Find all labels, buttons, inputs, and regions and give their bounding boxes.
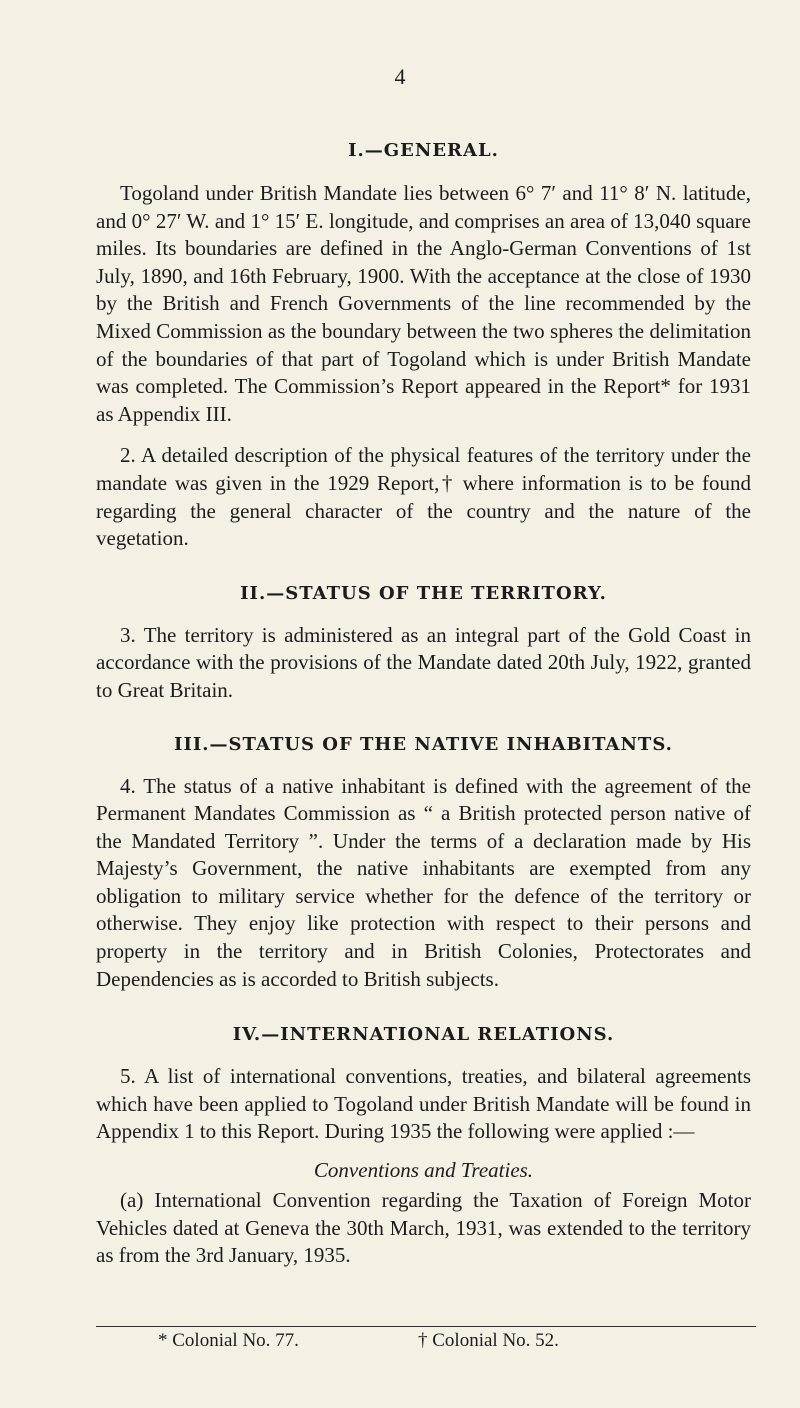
paragraph-general-2: 2. A detailed description of the physical features of the territory under the mandate was given in the 1929 Report,† where information is to be found regarding the general character of the country and the nature of the vegetation. (96, 443, 751, 551)
section-heading-international-relations: IV.—INTERNATIONAL RELATIONS. (232, 1024, 615, 1046)
footnote-1: * Colonial No. 77. (158, 1330, 299, 1351)
section-heading-general: I.—GENERAL. (348, 140, 499, 161)
section-heading-status-territory: II.—STATUS OF THE TERRITORY. (240, 582, 607, 604)
paragraph-international-relations: 5. A list of international conventions, treaties, and bilateral agreements which have been applied to Togoland under British Mandate will be found in Appendix 1 to this Report. During 1935 the following were applied :— (96, 1064, 751, 1144)
paragraph-general-1: Togoland under British Mandate lies between 6° 7′ and 11° 8′ N. latitude, and 0° 27′ W. and 1° 15′ E. longitude, and comprises an area of 13,040 square miles. Its boundaries are defined in the Anglo-German Conventions of 1st July, 1890, and 16th February, 1900. With the acceptance at the close of 1930 by the British and French Governments of the line recommended by the Mixed Commission as the boundary between the two spheres the delimitation of the boundaries of that part of Togoland which is under British Mandate was completed. The Commission’s Report appeared in the Report* for 1931 as Appendix III. (96, 181, 751, 426)
section-heading-status-inhabitants: III.—STATUS OF THE NATIVE INHABITANTS. (174, 733, 673, 755)
subheading-conventions: Conventions and Treaties. (313, 1158, 534, 1183)
page-number: 4 (394, 64, 406, 89)
paragraph-status-inhabitants: 4. The status of a native inhabitant is defined with the agreement of the Permanent Mandates Commission as “ a British protected person native of the Mandated Territory ”. Under the terms of a declaration made by His Majesty’s Government, the native inhabitants are exempted from any obligation to military service whether for the defence of the territory or otherwise. They enjoy like protection with respect to their persons and property in the territory and in British Colonies, Protectorates and Dependencies as is accorded to British subjects. (96, 773, 751, 991)
page-content (96, 112, 751, 1270)
paragraph-convention-a: (a) International Convention regarding the Taxation of Foreign Motor Vehicles dated at Geneva the 30th March, 1931, was extended to the territory as from the 3rd January, 1935. (96, 1188, 751, 1268)
footnote-divider (96, 1326, 756, 1327)
paragraph-status-territory: 3. The territory is administered as an integral part of the Gold Coast in accordance with the provisions of the Mandate dated 20th July, 1922, granted to Great Britain. (96, 622, 751, 702)
footnote-2: † Colonial No. 52. (418, 1330, 559, 1351)
